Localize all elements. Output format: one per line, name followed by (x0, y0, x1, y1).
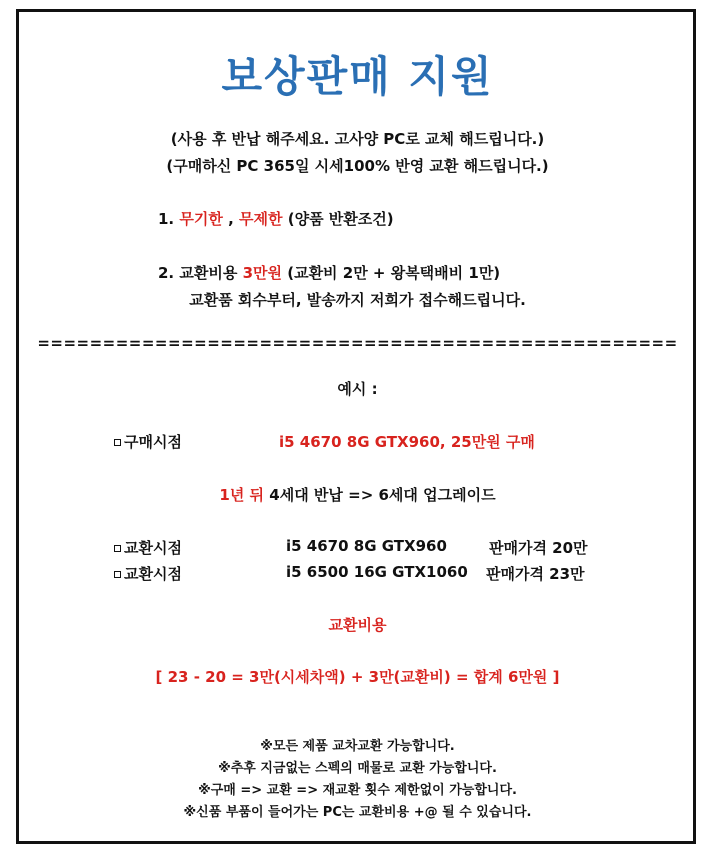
intro-line-1: (사용 후 반납 해주세요. 고사양 PC로 교체 해드립니다.) (170, 130, 545, 148)
note-3: ※구매 => 교환 => 재교환 횟수 제한없이 가능합니다. (198, 783, 517, 798)
exchange-label-1: 교환시점 (114, 537, 182, 558)
note-2: ※추후 지금없는 스펙의 매물로 교환 가능합니다. (218, 761, 497, 776)
separator-line: ================================================= (37, 334, 678, 352)
exchange-price-1: 판매가격 20만 (489, 539, 588, 557)
example-label: 예시 : (337, 380, 378, 398)
condition-item-1 (158, 208, 394, 229)
square-bullet-icon (114, 545, 121, 552)
purchase-label: 구매시점 (114, 431, 182, 452)
cost-formula: [ 23 - 20 = 3만(시세차액) + 3만(교환비) = 합계 6만원 ] (155, 668, 560, 686)
item1-unlimited-count: 무제한 (239, 210, 283, 228)
intro-line-2: (구매하신 PC 365일 시세100% 반영 교환 해드립니다.) (166, 157, 549, 175)
square-bullet-icon (114, 439, 121, 446)
exchange-spec-2: i5 6500 16G GTX1060 (286, 563, 468, 581)
condition-item-2 (158, 262, 500, 283)
item1-condition: (양품 반환조건) (287, 210, 394, 228)
after-one-year (0, 484, 715, 505)
after-period: 1년 뒤 (219, 486, 265, 504)
item2-cost: 3만원 (242, 264, 282, 282)
square-bullet-icon (114, 571, 121, 578)
exchange-price-2: 판매가격 23만 (486, 565, 585, 583)
page-title: 보상판매 지원 (221, 52, 494, 101)
item1-unlimited-period: 무기한 (179, 210, 223, 228)
item1-comma: , (228, 210, 234, 228)
after-upgrade-text: 4세대 반납 => 6세대 업그레이드 (269, 486, 496, 504)
exchange-spec-1: i5 4670 8G GTX960 (286, 537, 447, 555)
item2-number: 2. 교환비용 (158, 264, 238, 282)
exchange-label-2: 교환시점 (114, 563, 182, 584)
purchase-detail: i5 4670 8G GTX960, 25만원 구매 (279, 433, 535, 451)
item1-number: 1. (158, 210, 175, 228)
note-1: ※모든 제품 교차교환 가능합니다. (260, 739, 455, 754)
item2-breakdown: (교환비 2만 + 왕복택배비 1만) (287, 264, 501, 282)
cost-title: 교환비용 (328, 616, 387, 634)
item2-service-note: 교환품 회수부터, 발송까지 저희가 접수해드립니다. (189, 291, 526, 309)
note-4: ※신품 부품이 들어가는 PC는 교환비용 +@ 될 수 있습니다. (183, 805, 532, 820)
